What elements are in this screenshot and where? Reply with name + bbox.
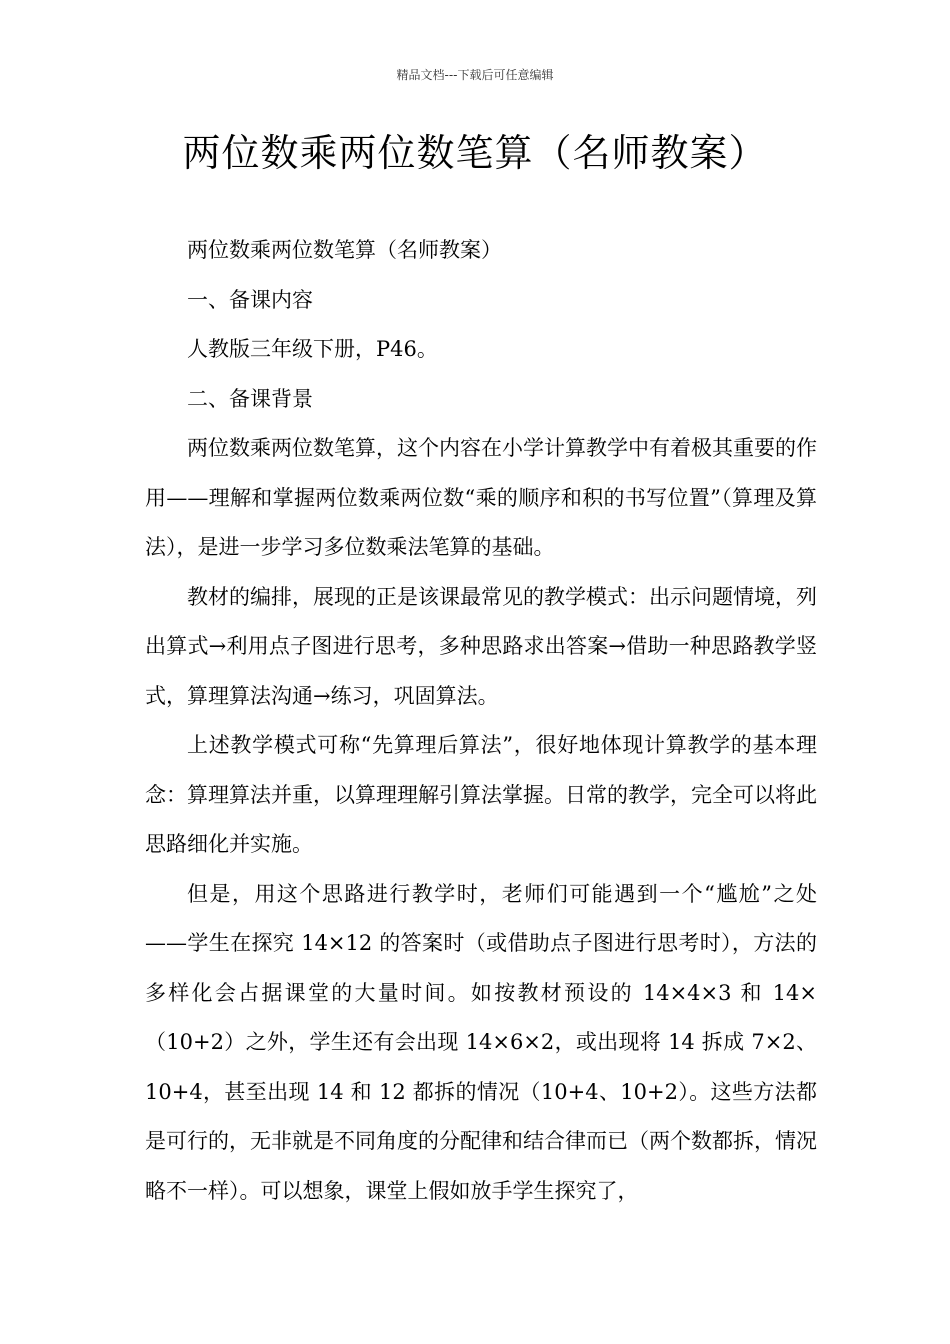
section-heading-2: 二、备课背景 xyxy=(187,386,313,411)
paragraph-subtitle: 两位数乘两位数笔算（名师教案） xyxy=(187,238,502,262)
section-heading-1: 一、备课内容 xyxy=(187,287,313,312)
paragraph-textbook-layout: 教材的编排，展现的正是该课最常见的教学模式：出示问题情境，列出算式→利用点子图进行思考，多种思路求出答案→借助一种思路教学竖式，算理算法沟通→练习，巩固算法。 xyxy=(145,584,817,708)
paragraph-teaching-mode: 上述教学模式可称“先算理后算法”，很好地体现计算教学的基本理念：算理算法并重，以算理理解引算法掌握。日常的教学，完全可以将此思路细化并实施。 xyxy=(145,733,817,856)
paragraph-dilemma: 但是，用这个思路进行教学时，老师们可能遇到一个“尴尬”之处——学生在探究 14×12 的答案时（或借助点子图进行思考时），方法的多样化会占据课堂的大量时间。如按教材预设的 14×4×3 和 14×（10+2）之外，学生还有会出现 14×6×2，或出现将 14 拆成 7×2、10+4，甚至出现 14 和 12 都拆的情况（10+4、10+2）。这些方法都是可行的，无非就是不同角度的分配律和结合律而已（两个数都拆，情况略不一样）。可以想象，课堂上假如放手学生探究了， xyxy=(145,881,817,1203)
paragraph-background: 两位数乘两位数笔算，这个内容在小学计算教学中有着极其重要的作用——理解和掌握两位数乘两位数“乘的顺序和积的书写位置”（算理及算法），是进一步学习多位数乘法笔算的基础。 xyxy=(145,436,817,559)
document-title: 两位数乘两位数笔算（名师教案） xyxy=(182,131,768,175)
paragraph-textbook: 人教版三年级下册，P46。 xyxy=(187,337,438,361)
document-body xyxy=(145,226,817,1216)
page-header: 精品文档---下载后可任意编辑 xyxy=(396,68,554,82)
